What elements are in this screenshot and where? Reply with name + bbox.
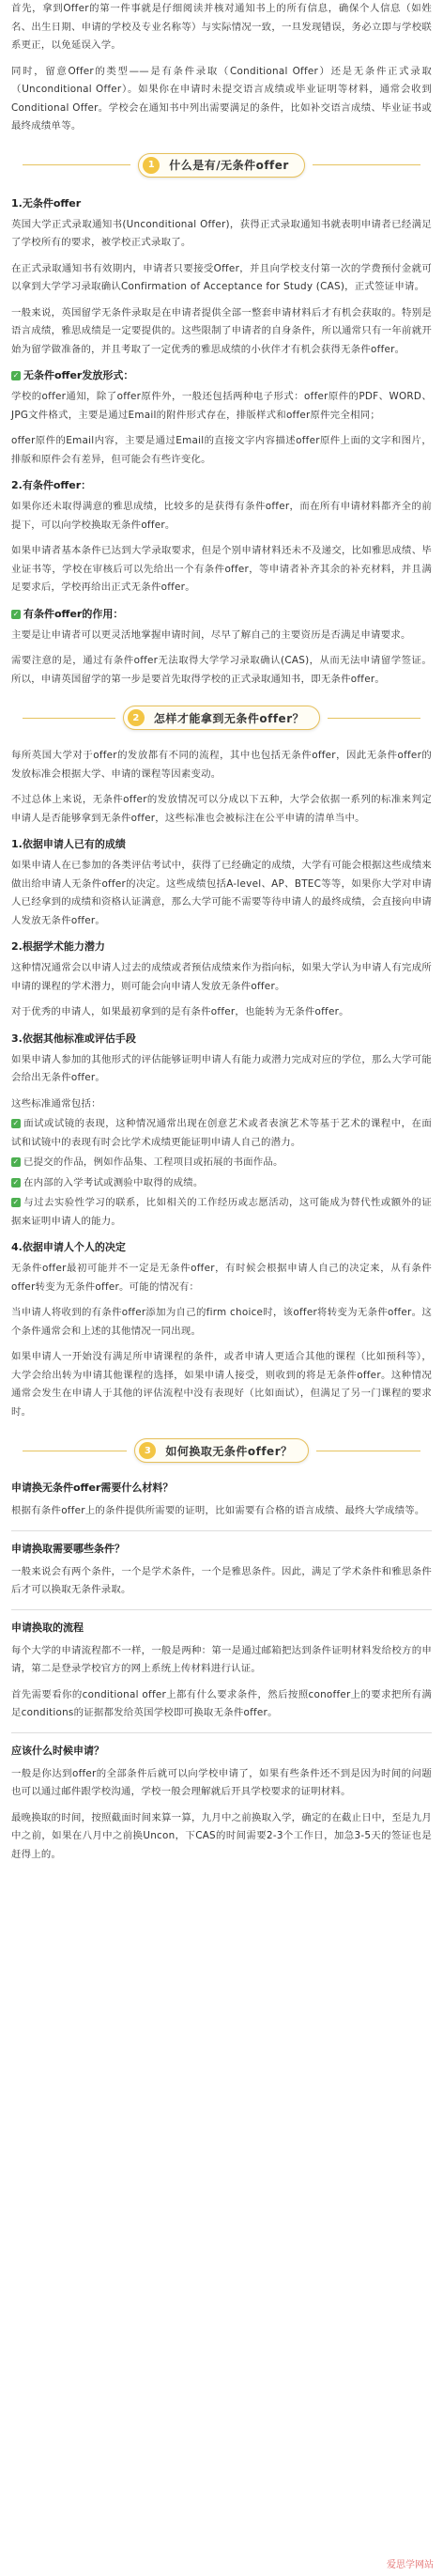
question-heading: 申请换取的流程: [11, 1621, 84, 1634]
section-number-badge: 3: [139, 1442, 156, 1459]
divider-line: [11, 1732, 432, 1733]
list-item: ✓ 已提交的作品，例如作品集、工程项目或拓展的书面作品。: [12, 1156, 283, 1168]
divider-line: [328, 718, 420, 719]
paragraph: 一般是你达到offer的全部条件后就可以向学校申请了，如果有些条件还不到是因为时间的问题也可以通过邮件跟学校沟通，学校一般会理解就后开具学校要求的证明材料。: [11, 1767, 432, 1797]
section-number-badge: 2: [128, 709, 145, 726]
subheading: 2.根据学术能力潜力: [11, 940, 105, 953]
section-title: 如何换取无条件offer？: [165, 1444, 293, 1458]
checkmark-icon: ✓: [12, 1198, 20, 1206]
paragraph: 如果申请人一开始没有满足所申请课程的条件，或者申请人更适合其他的课程（比如预科等），大学会给出转为申请其他课程的选择，如果申请人接受，则收到的将是无条件offer。这种情况通常会发生在申请人于其他的评估流程中没有表现好（比如面试），但满足了另一门课程的要求时。: [11, 1351, 432, 1418]
paragraph: 如果申请人参加的其他形式的评估能够证明申请人有能力或潜力完成对应的学位，那么大学可能会给出无条件offer。: [11, 1053, 432, 1083]
checkmark-icon: ✓: [12, 371, 20, 380]
subheading: 2.有条件offer：: [11, 479, 92, 491]
divider-line: [313, 164, 420, 165]
section-header-3: [23, 1438, 420, 1463]
subheading: 3.依据其他标准或评估手段: [11, 1032, 136, 1045]
section-pill: [134, 1438, 308, 1463]
paragraph: 不过总体上来说，无条件offer的发放情况可以分成以下五种，大学会依据一系列的标准来判定申请人是否能够拿到无条件offer，这些标准也会被标注在公平申请的清单当中。: [11, 794, 432, 824]
paragraph: 需要注意的是，通过有条件offer无法取得大学学习录取确认(CAS)，从而无法申请留学签证。所以，申请英国留学的第一步是要首先取得学校的正式录取通知书，即无条件offer。: [11, 655, 432, 685]
paragraph: 一般来说，英国留学无条件录取是在申请者提供全部一整套申请材料后才有机会获取的。特别是语言成绩，雅思成绩是一定要提供的。这些限制了申请者的自身条件，所以通常只有一年前就开始为留学做准备的，并且考取了一定优秀的雅思成绩的小伙伴才有机会获得无条件offer。: [11, 306, 432, 355]
paragraph: 如果申请者基本条件已达到大学录取要求，但是个别申请材料还未不及递交，比如雅思成绩、毕业证书等，学校在审核后可以先给出一个有条件offer，等申请者补齐其余的补充材料，并且满足要求后，学校再给出正式无条件offer。: [11, 545, 432, 593]
subheading: 1.依据申请人已有的成绩: [11, 838, 126, 850]
paragraph: 无条件offer最初可能并不一定是无条件offer，有时候会根据申请人自己的决定来，从有条件offer转变为无条件offer。可能的情况有：: [11, 1263, 432, 1293]
section-pill: [138, 153, 305, 178]
paragraph: 首先需要看你的conditional offer上都有什么要求条件，然后按照conoffer上的要求把所有满足conditions的证据都发给英国学校即可换取无条件offer。: [11, 1688, 432, 1718]
intro-paragraph: 同时，留意Offer的类型——是有条件录取（Conditional Offer）还是无条件正式录取（Unconditional Offer）。如果你在申请时未提交语言成绩或毕业证明等材料，通常会收到Conditional Offer。学校会在通知书中列出需要满足的条件，比如补交语言成绩、毕业证书或最终成绩单等。: [11, 65, 432, 132]
subheading: ✓ 有条件offer的作用：: [12, 607, 124, 620]
checkmark-icon: ✓: [12, 1119, 20, 1127]
section-header-2: [23, 706, 420, 730]
section-title: 什么是有/无条件offer: [169, 159, 289, 172]
divider-line: [23, 164, 130, 165]
paragraph: 每个大学的申请流程都不一样，一般是两种：第一是通过邮箱把达到条件证明材料发给校方的申请，第二是登录学校官方的网上系统上传材料进行认证。: [11, 1644, 432, 1674]
list-item: ✓ 在内部的入学考试或测验中取得的成绩。: [12, 1176, 204, 1188]
paragraph: 学校的offer通知，除了offer原件外，一般还包括两种电子形式：offer原件的PDF、WORD、JPG文件格式，主要是通过Email的附件形式存在，排版样式和offer原件完全相同；: [11, 391, 432, 421]
paragraph: 根据有条件offer上的条件提供所需要的证明，比如需要有合格的语言成绩、最终大学成绩等。: [11, 1505, 425, 1516]
paragraph: 如果你还未取得满意的雅思成绩，比较多的是获得有条件offer，而在所有申请材料都齐全的前提下，可以向学校换取无条件offer。: [11, 501, 432, 531]
intro-paragraph: 首先，拿到Offer的第一件事就是仔细阅读并核对通知书上的所有信息，确保个人信息（如姓名、出生日期、申请的学校及专业名称等）与实际情况一致，一旦发现错误，务必立即与学校联系更正，以免延误入学。: [11, 3, 432, 51]
question-heading: 申请换无条件offer需要什么材料？: [11, 1482, 174, 1494]
paragraph: 如果申请人在已参加的各类评估考试中，获得了已经确定的成绩，大学有可能会根据这些成绩来做出给申请人无条件offer的决定。这些成绩包括A-level、AP、BTEC等等，如果你大学对申请人已经拿到的成绩和资格认证满意，那么大学可能不需要等待申请人的最终成绩，会直接向申请人发放无条件offer。: [11, 860, 432, 926]
section-header-1: [23, 153, 420, 178]
section-number-badge: 1: [143, 157, 160, 174]
paragraph: 每所英国大学对于offer的发放都有不同的流程，其中也包括无条件offer，因此无条件offer的发放标准会根据大学、申请的课程等因素变动。: [11, 750, 432, 780]
subheading: 1.无条件offer: [11, 196, 82, 209]
paragraph: 英国大学正式录取通知书(Unconditional Offer)，获得正式录取通知书就表明申请者已经满足了学校所有的要求，被学校正式录取了。: [11, 218, 432, 248]
section-title: 怎样才能拿到无条件offer？: [153, 711, 305, 725]
paragraph: offer原件的Email内容，主要是通过Email的直接文字内容描述offer原件上面的文字和图片，排版和原件会有差异，但可能会有些许变化。: [11, 435, 432, 465]
divider-line: [11, 1609, 432, 1610]
section-pill: [123, 706, 320, 730]
paragraph: 在正式录取通知书有效期内，申请者只要接受Offer，并且向学校支付第一次的学费预付金就可以拿到大学学习录取确认Confirmation of Acceptance for Study (CAS)，正式签证申请。: [11, 262, 432, 292]
watermark-text: 爱思学网站: [387, 2560, 434, 2570]
subheading: 4.依据申请人个人的决定: [11, 1241, 126, 1253]
checkmark-icon: ✓: [12, 1177, 20, 1187]
checkmark-icon: ✓: [12, 609, 20, 618]
paragraph: 一般来说会有两个条件，一个是学术条件，一个是雅思条件。因此，满足了学术条件和雅思条件后才可以换取无条件录取。: [11, 1565, 432, 1595]
subheading: ✓ 无条件offer发放形式：: [12, 369, 134, 381]
paragraph: 主要是让申请者可以更灵活地掌握申请时间，尽早了解自己的主要资历是否满足申请要求。: [11, 628, 411, 641]
paragraph: 最晚换取的时间，按照截面时间来算一算，九月中之前换取入学，确定的在截止日中，至是九月中之前，如果在八月中之前换Uncon，下CAS的时间需要2-3个工作日，加急3-5天的签证也是赶得上的。: [11, 1811, 432, 1860]
list-item: ✓ 与过去实验性学习的联系，比如相关的工作经历或志愿活动，这可能成为替代性或额外的证据来证明申请人的能力。: [11, 1197, 432, 1227]
paragraph: 当申请人将收到的有条件offer添加为自己的firm choice时，该offer将转变为无条件offer。这个条件通常会和上述的其他情况一同出现。: [11, 1307, 432, 1337]
checkmark-icon: ✓: [12, 1157, 20, 1166]
question-heading: 申请换取需要哪些条件？: [11, 1542, 125, 1555]
paragraph: 这些标准通常包括：: [11, 1097, 101, 1110]
divider-line: [11, 1530, 432, 1531]
paragraph: 这种情况通常会以申请人过去的成绩或者预估成绩来作为指向标，如果大学认为申请人有完成所申请的课程的学术潜力，则可能会向申请人发放无条件offer。: [11, 962, 432, 992]
paragraph: 对于优秀的申请人，如果最初拿到的是有条件offer，也能转为无条件offer。: [11, 1006, 349, 1017]
list-item: ✓ 面试或试镜的表现，这种情况通常出现在创意艺术或者表演艺术等基于艺术的课程中，在面试和试镜中的表现有时会比学术成绩更能证明申请人自己的潜力。: [11, 1118, 432, 1148]
divider-line: [23, 718, 115, 719]
question-heading: 应该什么时候申请？: [11, 1744, 104, 1757]
